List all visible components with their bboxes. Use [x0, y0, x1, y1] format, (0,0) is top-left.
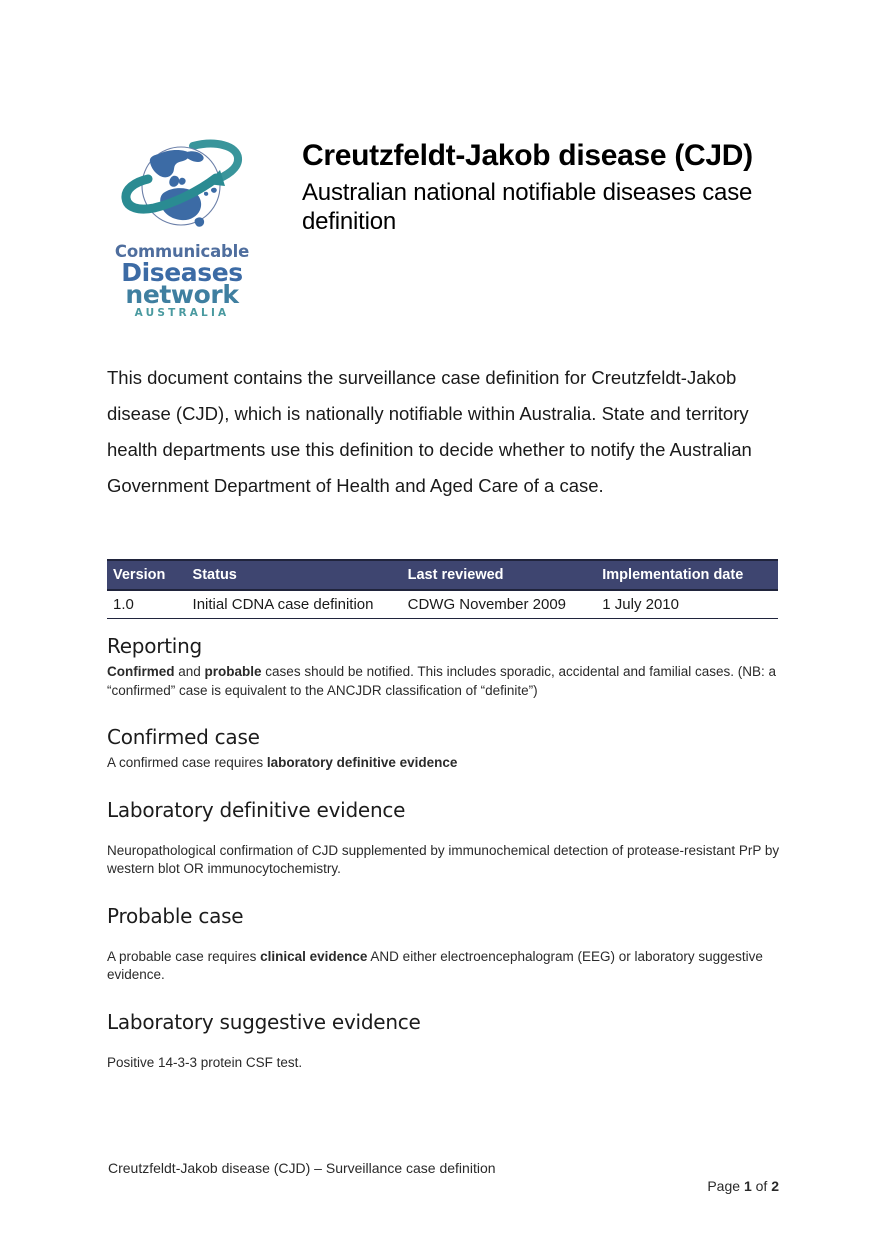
- logo-line-communicable: Communicable: [114, 242, 250, 261]
- section-heading: Reporting: [107, 634, 202, 658]
- section-probable-case: [107, 904, 783, 985]
- footer-page-label: Page: [707, 1178, 741, 1194]
- cdna-logo: [107, 132, 257, 318]
- section-laboratory-suggestive-evidence: [107, 1010, 783, 1073]
- table-row: [107, 590, 778, 619]
- footer-current-page: 1: [743, 1178, 752, 1194]
- section-body: A confirmed case requires laboratory definitive evidence: [107, 755, 458, 770]
- section-body: Confirmed and probable cases should be notified. This includes sporadic, accidental and familial cases. (NB: a “confirmed” case is equivalent to the ANCJDR classification of “definite”): [107, 664, 777, 698]
- section-body: Positive 14-3-3 protein CSF test.: [107, 1054, 303, 1070]
- table-header-row: [107, 560, 778, 590]
- cell-version: 1.0: [107, 590, 187, 619]
- column-header-implementation-date: Implementation date: [596, 560, 778, 590]
- page-subtitle: Australian national notifiable diseases case definition: [302, 178, 753, 235]
- section-confirmed-case: [107, 725, 783, 773]
- body-sections: [107, 634, 783, 1072]
- section-reporting: [107, 634, 783, 700]
- cdna-logo-wordmark: [115, 244, 249, 318]
- section-heading: Confirmed case: [107, 725, 260, 749]
- logo-line-network: network: [125, 279, 239, 309]
- logo-line-diseases: Diseases: [121, 257, 243, 287]
- page-title: Creutzfeldt-Jakob disease (CJD): [302, 139, 753, 172]
- document-header: [107, 132, 779, 318]
- section-heading: Probable case: [107, 903, 244, 928]
- column-header-last-reviewed: Last reviewed: [402, 560, 597, 590]
- cell-implementation-date: 1 July 2010: [596, 590, 778, 619]
- column-header-status: Status: [187, 560, 402, 590]
- cell-status: Initial CDNA case definition: [187, 590, 402, 619]
- intro-paragraph: This document contains the surveillance case definition for Creutzfeldt-Jakob disease (CJD), which is nationally notifiable within Australia. State and territory health departments use this definition to decide whether to notify the Australian Government Department of Health and Aged Care of a case.: [107, 367, 752, 496]
- section-body: Neuropathological confirmation of CJD supplemented by immunochemical detection of protease-resistant PrP by western blot OR immunocytochemistry.: [107, 842, 780, 876]
- logo-line-australia: AUSTRALIA: [134, 306, 230, 319]
- section-heading: Laboratory definitive evidence: [107, 797, 406, 822]
- section-heading: Laboratory suggestive evidence: [107, 1009, 421, 1034]
- footer-page-number: [707, 1178, 779, 1194]
- footer-of-label: of: [755, 1178, 768, 1194]
- section-laboratory-definitive-evidence: [107, 798, 783, 879]
- title-block: [257, 132, 779, 236]
- section-body: A probable case requires clinical evidence AND either electroencephalogram (EEG) or laboratory suggestive evidence.: [107, 948, 763, 982]
- column-header-version: Version: [107, 560, 187, 590]
- version-history-table: [107, 559, 778, 619]
- globe-with-orbit-icon: [121, 134, 243, 242]
- footer-document-name: Creutzfeldt-Jakob disease (CJD) – Surveillance case definition: [108, 1160, 496, 1176]
- footer-total-pages: 2: [771, 1178, 779, 1194]
- cell-last-reviewed: CDWG November 2009: [402, 590, 597, 619]
